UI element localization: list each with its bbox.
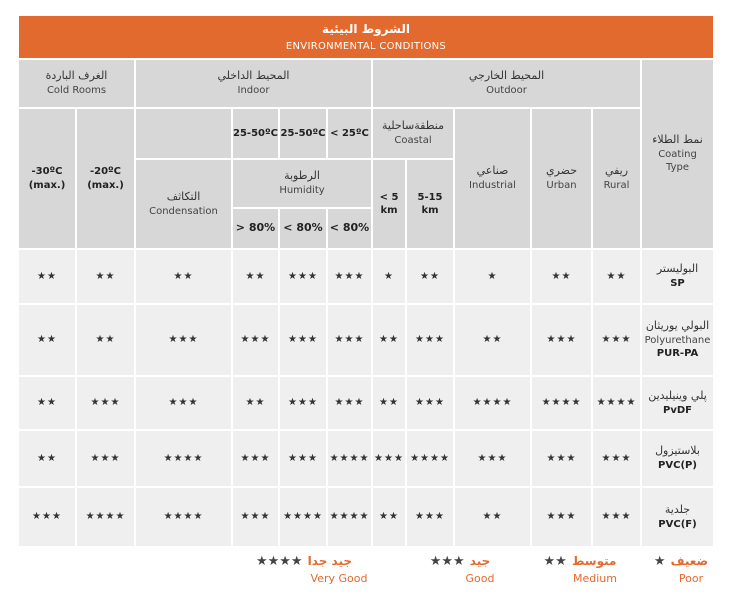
rating-stars: ★★★ <box>415 511 445 523</box>
rating-stars: ★★★ <box>32 511 62 523</box>
table-title <box>19 16 713 58</box>
rating-cell <box>455 431 530 486</box>
rating-cell <box>593 377 640 429</box>
header-condensation: التكاثف Condensation <box>136 160 231 248</box>
header-temp-25-50-a: 25-50ºC <box>233 109 278 158</box>
rating-stars: ★★ <box>245 270 266 282</box>
rating-stars: ★★★ <box>477 452 508 464</box>
rating-cell <box>407 250 453 303</box>
coating-code: PVC(F) <box>658 518 697 530</box>
rating-stars: ★★★ <box>601 511 632 523</box>
coating-code: SP <box>670 278 685 290</box>
header-minus30: -30ºC (max.) <box>19 109 75 248</box>
header-temp-25-50-b: 25-50ºC <box>280 109 326 158</box>
coating-name-ar: بلاستيزول <box>655 444 700 458</box>
rating-cell <box>532 488 591 546</box>
rating-cell <box>19 305 75 375</box>
rating-stars: ★★★ <box>288 270 318 282</box>
rating-cell <box>455 250 530 303</box>
title-arabic: الشروط البيئية <box>322 22 410 36</box>
rating-cell <box>77 305 134 375</box>
rating-stars: ★★★ <box>240 452 271 464</box>
rating-cell <box>77 488 134 546</box>
legend-stars: ★★★ <box>429 554 465 569</box>
legend-medium <box>535 550 625 585</box>
rating-cell <box>328 305 371 375</box>
legend-label-ar: متوسط <box>571 554 617 568</box>
rating-cell <box>280 431 326 486</box>
legend-poor <box>650 550 712 585</box>
rating-stars: ★★★ <box>546 452 577 464</box>
rating-stars: ★★ <box>37 270 57 282</box>
rating-cell <box>373 488 405 546</box>
rating-stars: ★★★ <box>334 397 365 409</box>
rating-cell <box>593 488 640 546</box>
rating-stars: ★★★ <box>288 452 318 464</box>
rating-cell <box>532 305 591 375</box>
rating-stars: ★★★★ <box>329 452 370 464</box>
rating-cell <box>136 431 231 486</box>
header-outdoor: المحيط الخارجي Outdoor <box>373 60 640 107</box>
rating-stars: ★★ <box>95 270 116 282</box>
rating-stars: ★★ <box>37 334 57 346</box>
rating-cell <box>77 431 134 486</box>
coating-name-cell <box>642 488 713 546</box>
header-temp-lt25: < 25ºC <box>328 109 371 158</box>
header-coastal: منطقةساحلية Coastal <box>373 109 453 158</box>
coating-name-cell <box>642 305 713 375</box>
rating-cell <box>455 305 530 375</box>
header-humidity: الرطوبة Humidity <box>233 160 371 207</box>
coating-name-ar: پلي وينيليدين <box>648 388 707 402</box>
header-hum-lt80-b: < 80% <box>328 209 371 248</box>
rating-cell <box>455 377 530 429</box>
rating-stars: ★★★★ <box>541 397 582 409</box>
rating-cell <box>233 305 278 375</box>
rating-cell <box>328 488 371 546</box>
rating-stars: ★★★★ <box>410 452 450 464</box>
rating-stars: ★★★ <box>601 334 632 346</box>
rating-stars: ★★ <box>37 397 57 409</box>
rating-cell <box>280 377 326 429</box>
rating-cell <box>280 250 326 303</box>
rating-stars: ★★★ <box>334 270 365 282</box>
rating-cell <box>19 377 75 429</box>
rating-cell <box>328 431 371 486</box>
rating-stars: ★★ <box>37 452 57 464</box>
rating-cell <box>532 377 591 429</box>
rating-stars: ★★★ <box>240 334 271 346</box>
rating-stars: ★★★★ <box>163 452 204 464</box>
rating-cell <box>593 305 640 375</box>
header-hum-gt80: > 80% <box>233 209 278 248</box>
rating-stars: ★ <box>487 270 498 282</box>
rating-stars: ★★★ <box>374 452 404 464</box>
legend-label-ar: جيد جدا <box>307 554 353 568</box>
rating-cell <box>532 431 591 486</box>
header-rural: ريفي Rural <box>593 109 640 248</box>
header-5-15km: 5-15 km <box>407 160 453 248</box>
legend-label-en: Poor <box>678 572 704 585</box>
rating-stars: ★★ <box>482 334 503 346</box>
header-industrial: صناعي Industrial <box>455 109 530 248</box>
rating-stars: ★★★ <box>288 334 318 346</box>
rating-cell <box>593 250 640 303</box>
rating-stars: ★★★ <box>240 511 271 523</box>
legend-good <box>410 550 510 585</box>
rating-cell <box>280 305 326 375</box>
rating-stars: ★★★ <box>415 397 445 409</box>
rating-cell <box>593 431 640 486</box>
rating-cell <box>407 305 453 375</box>
rating-stars: ★★★ <box>601 452 632 464</box>
rating-cell <box>233 377 278 429</box>
coating-code: PVC(P) <box>658 460 697 472</box>
rating-stars: ★★ <box>606 270 627 282</box>
coating-code: PUR-PA <box>656 348 699 360</box>
coating-name-ar: جلدية <box>664 502 691 516</box>
title-english: ENVIRONMENTAL CONDITIONS <box>285 41 447 52</box>
rating-stars: ★ <box>384 270 394 282</box>
rating-stars: ★★★★ <box>329 511 370 523</box>
rating-stars: ★★★ <box>546 511 577 523</box>
legend-label-ar: جيد <box>469 554 491 568</box>
rating-cell <box>233 250 278 303</box>
conditions-table <box>19 60 713 546</box>
rating-cell <box>233 488 278 546</box>
legend-very-good <box>234 550 374 585</box>
legend-label-en: Good <box>465 572 495 585</box>
rating-cell <box>407 431 453 486</box>
coating-code: PvDF <box>663 404 692 416</box>
rating-stars: ★★★ <box>415 334 445 346</box>
rating-cell <box>373 305 405 375</box>
rating-cell <box>233 431 278 486</box>
rating-stars: ★★ <box>245 397 266 409</box>
rating-cell <box>373 250 405 303</box>
rating-stars: ★★ <box>379 397 399 409</box>
rating-cell <box>77 250 134 303</box>
rating-cell <box>373 431 405 486</box>
legend-label-en: Very Good <box>310 572 368 585</box>
header-indoor: المحيط الداخلي Indoor <box>136 60 371 107</box>
rating-stars: ★★ <box>420 270 440 282</box>
coating-name-ar: البولي يوريثان <box>645 319 710 333</box>
rating-stars: ★★★★ <box>283 511 323 523</box>
rating-stars: ★★★ <box>334 334 365 346</box>
header-minus20: -20ºC (max.) <box>77 109 134 248</box>
rating-stars: ★★★ <box>288 397 318 409</box>
rating-stars: ★★★★ <box>472 397 513 409</box>
coating-name-ar: البوليستر <box>656 262 699 276</box>
header-urban: حضري Urban <box>532 109 591 248</box>
rating-stars: ★★★★ <box>85 511 126 523</box>
rating-cell <box>328 250 371 303</box>
rating-cell <box>19 250 75 303</box>
rating-stars: ★★★ <box>168 334 199 346</box>
coating-name-cell <box>642 377 713 429</box>
rating-stars: ★★★ <box>90 452 121 464</box>
rating-stars: ★★ <box>379 511 399 523</box>
rating-stars: ★★★ <box>90 397 121 409</box>
rating-stars: ★★★★ <box>596 397 637 409</box>
coating-name-cell <box>642 431 713 486</box>
legend-stars: ★★★★ <box>255 554 303 569</box>
rating-cell <box>136 488 231 546</box>
rating-stars: ★★★★ <box>163 511 204 523</box>
rating-cell <box>407 488 453 546</box>
rating-cell <box>136 250 231 303</box>
rating-cell <box>19 431 75 486</box>
rating-cell <box>407 377 453 429</box>
legend-label-en: Medium <box>573 572 617 585</box>
rating-cell <box>136 305 231 375</box>
rating-cell <box>19 488 75 546</box>
coating-name-cell <box>642 250 713 303</box>
rating-stars: ★★★ <box>546 334 577 346</box>
rating-stars: ★★ <box>95 334 116 346</box>
rating-cell <box>373 377 405 429</box>
legend-stars: ★★ <box>543 554 567 569</box>
header-coating-type: نمط الطلاء Coating Type <box>642 60 713 248</box>
rating-stars: ★★ <box>173 270 194 282</box>
rating-stars: ★★ <box>482 511 503 523</box>
rating-cell <box>77 377 134 429</box>
rating-stars: ★★ <box>551 270 572 282</box>
header-cold-rooms: الغرف الباردة Cold Rooms <box>19 60 134 107</box>
rating-stars: ★★★ <box>168 397 199 409</box>
rating-cell <box>455 488 530 546</box>
coating-name-en: Polyurethane <box>644 334 711 346</box>
rating-cell <box>532 250 591 303</box>
rating-cell <box>136 377 231 429</box>
header-hum-lt80-a: < 80% <box>280 209 326 248</box>
rating-cell <box>280 488 326 546</box>
rating-cell <box>328 377 371 429</box>
legend-label-ar: ضعيف <box>670 554 709 568</box>
legend-stars: ★ <box>653 554 666 569</box>
rating-stars: ★★ <box>379 334 399 346</box>
header-blank <box>136 109 231 158</box>
header-lt5km: < 5 km <box>373 160 405 248</box>
